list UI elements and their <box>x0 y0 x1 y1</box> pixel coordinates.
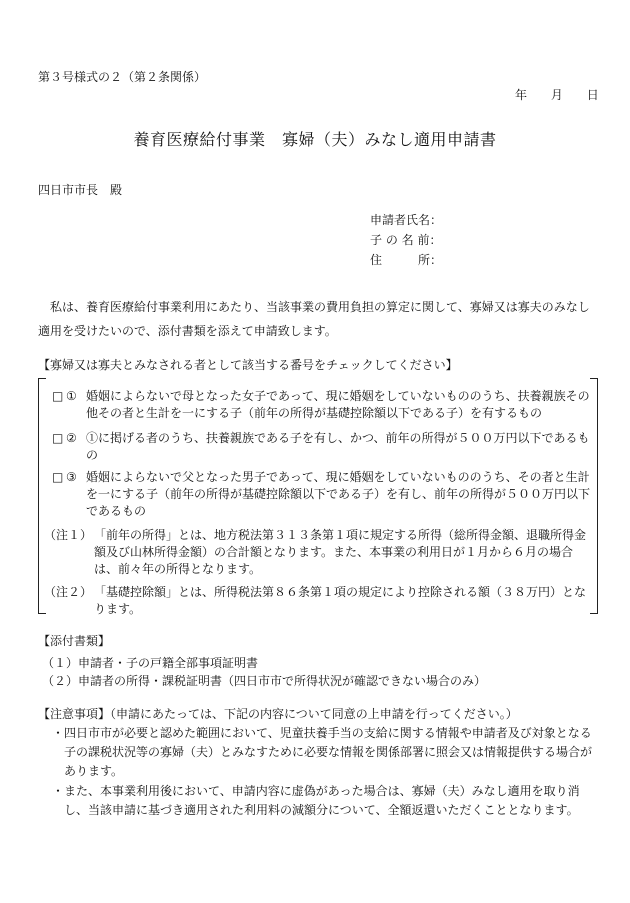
note-2-text: 「基礎控除額」とは、所得税法第８６条第１項の規定により控除される額（３８万円）となります。 <box>94 585 587 616</box>
date-year: 年 <box>515 88 528 102</box>
note-2 <box>44 584 594 618</box>
option-1-number: ① <box>66 389 77 403</box>
document-title: 養育医療給付事業 寡婦（夫）みなし適用申請書 <box>133 130 497 149</box>
option-1 <box>52 388 592 422</box>
applicant-name-field[interactable] <box>370 211 443 228</box>
child-name-label: 子 の 名 前： <box>370 233 442 247</box>
applicant-name-label: 申請者氏名： <box>370 213 443 227</box>
option-2-checkbox[interactable]: □ <box>52 431 64 445</box>
option-2 <box>52 430 592 464</box>
option-3-checkbox[interactable]: □ <box>52 470 64 484</box>
caution-header: 【注意事項】（申請にあたっては、下記の内容について同意の上申請を行ってください。） <box>38 707 518 721</box>
option-2-number: ② <box>66 431 77 445</box>
note-1 <box>44 527 594 578</box>
attachment-item-2: （２）申請者の所得・課税証明書（四日市市で所得状況が確認できない場合のみ） <box>42 674 487 688</box>
caution-bullet-1: ・ <box>52 726 65 740</box>
attachment-item-1: （１）申請者・子の戸籍全部事項証明書 <box>42 656 259 670</box>
option-1-checkbox[interactable]: □ <box>52 389 64 403</box>
option-2-text: ①に掲げる者のうち、扶養親族である子を有し、かつ、前年の所得が５００万円以下であるもの <box>86 431 590 462</box>
date-month: 月 <box>550 88 563 102</box>
child-name-field[interactable] <box>370 231 442 248</box>
form-number: 第３号様式の２（第２条関係） <box>38 70 207 84</box>
bracket-left <box>38 378 46 614</box>
option-3 <box>52 469 592 520</box>
caution-item-1-text: 四日市市が必要と認めた範囲において、児童扶養手当の支給に関する情報や申請者及び対象となる子の課税状況等の寡婦（夫）とみなすために必要な情報を関係部署に照会又は情報提供する場合があります。 <box>64 726 593 778</box>
check-section-header: 【寡婦又は寡夫とみなされる者として該当する番号をチェックしてください】 <box>38 358 458 372</box>
note-1-label: （注１） <box>44 528 93 542</box>
address-field[interactable] <box>370 251 443 268</box>
addressee: 四日市市長 殿 <box>38 183 123 197</box>
attachments-header: 【添付書類】 <box>38 634 111 648</box>
option-1-text: 婚姻によらないで母となった女子であって、現に婚姻をしていないもののうち、扶養親族その他その者と生計を一にする子（前年の所得が基礎控除額以下である子）を有するもの <box>86 389 590 420</box>
caution-item-2-text: また、本事業利用後において、申請内容に虚偽があった場合は、寡婦（夫）みなし適用を取り消し、当該申請に基づき適用された利用料の減額分について、全額返還いただくこととなります。 <box>64 784 580 817</box>
caution-item-2 <box>52 782 598 820</box>
caution-bullet-2: ・ <box>52 784 65 798</box>
note-2-label: （注２） <box>44 585 93 599</box>
date-day: 日 <box>586 88 599 102</box>
note-1-text: 「前年の所得」とは、地方税法第３１３条第１項に規定する所得（総所得金額、退職所得金額及び山林所得金額）の合計額となります。また、本事業の利用日が１月から６月の場合は、前々年の所得となります。 <box>94 528 587 576</box>
date-line <box>515 86 599 103</box>
address-label: 住 所： <box>370 253 443 267</box>
application-statement: 私は、養育医療給付事業利用にあたり、当該事業の費用負担の算定に関して、寡婦又は寡夫のみなし適用を受けたいので、添付書類を添えて申請致します。 <box>38 300 590 338</box>
option-3-text: 婚姻によらないで父となった男子であって、現に婚姻をしていないもののうち、その者と生計を一にする子（前年の所得が基礎控除額以下である子）を有し、前年の所得が５００万円以下であるもの <box>86 470 591 518</box>
caution-item-1 <box>52 724 598 781</box>
option-3-number: ③ <box>66 470 77 484</box>
